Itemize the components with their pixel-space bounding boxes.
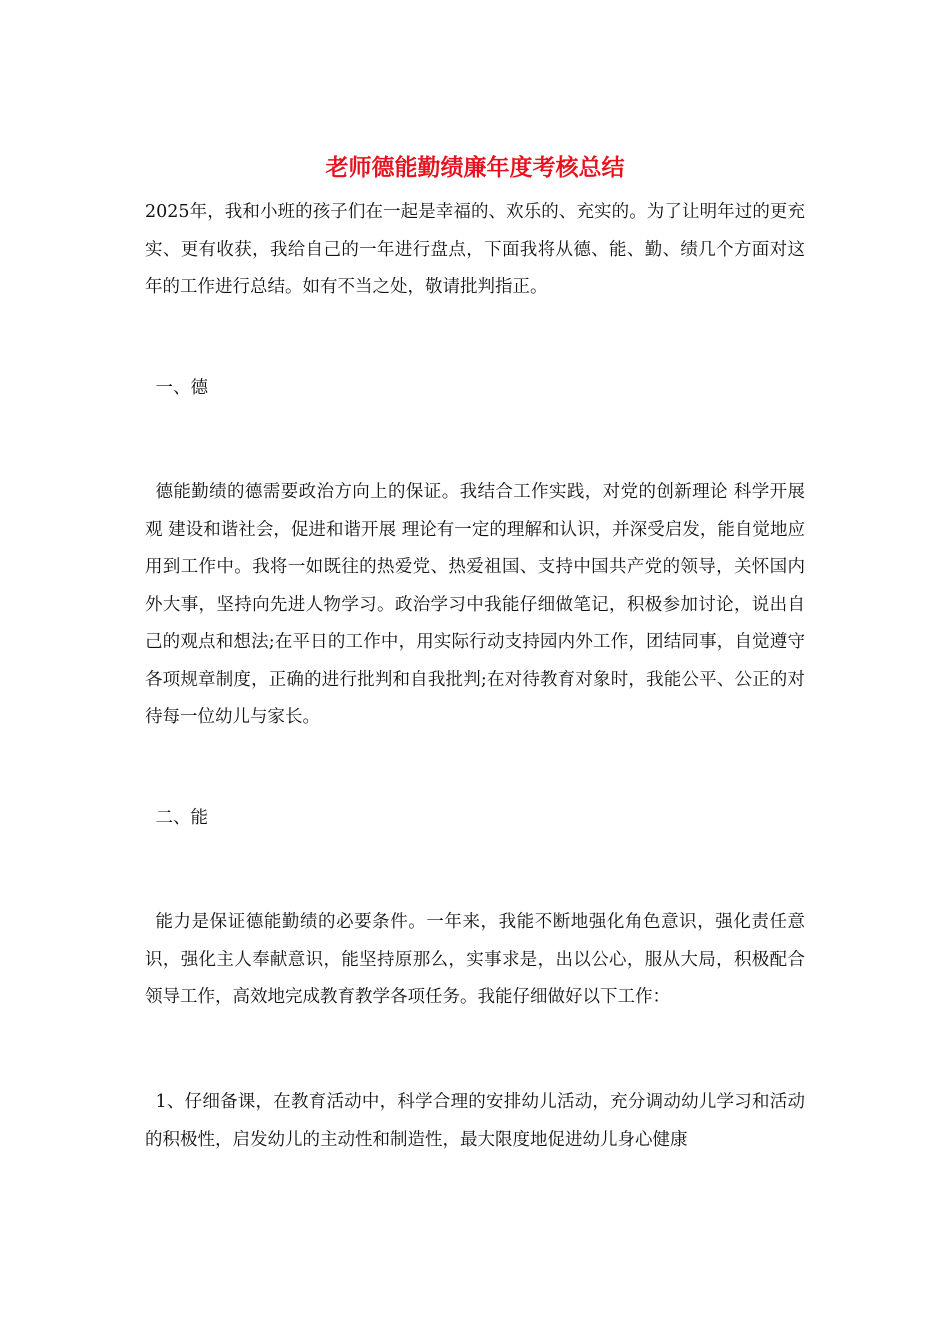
section-heading-de: 一、德: [155, 378, 208, 398]
intro-paragraph: 2025年，我和小班的孩子们在一起是幸福的、欢乐的、充实的。为了让明年过的更充实、更有收获，我给自己的一年进行盘点，下面我将从德、能、勤、绩几个方面对这年的工作进行总结。如有不当之处，敬请批判指正。: [145, 202, 805, 297]
document-title: 老师德能勤绩廉年度考核总结: [325, 154, 625, 181]
section-heading-neng: 二、能: [155, 808, 208, 828]
section-body-neng: 能力是保证德能勤绩的必要条件。一年来，我能不断地强化角色意识，强化责任意识，强化主人奉献意识，能坚持原那么，实事求是，出以公心，服从大局，积极配合领导工作，高效地完成教育教学各项任务。我能仔细做好以下工作：: [145, 912, 805, 1007]
section-body-de: 德能勤绩的德需要政治方向上的保证。我结合工作实践，对党的创新理论 科学开展观 建设和谐社会，促进和谐开展 理论有一定的理解和认识，并深受启发，能自觉地应用到工作中。我将一如既往的热爱党、热爱祖国、支持中国共产党的领导，关怀国内外大事，坚持向先进人物学习。政治学习中我能仔细做笔记，积极参加讨论，说出自己的观点和想法;在平日的工作中，用实际行动支持园内外工作，团结同事，自觉遵守各项规章制度，正确的进行批判和自我批判;在对待教育对象时，我能公平、公正的对待每一位幼儿与家长。: [145, 482, 805, 727]
list-item-1: 1、仔细备课，在教育活动中，科学合理的安排幼儿活动，充分调动幼儿学习和活动的积极性，启发幼儿的主动性和制造性，最大限度地促进幼儿身心健康: [145, 1092, 805, 1150]
